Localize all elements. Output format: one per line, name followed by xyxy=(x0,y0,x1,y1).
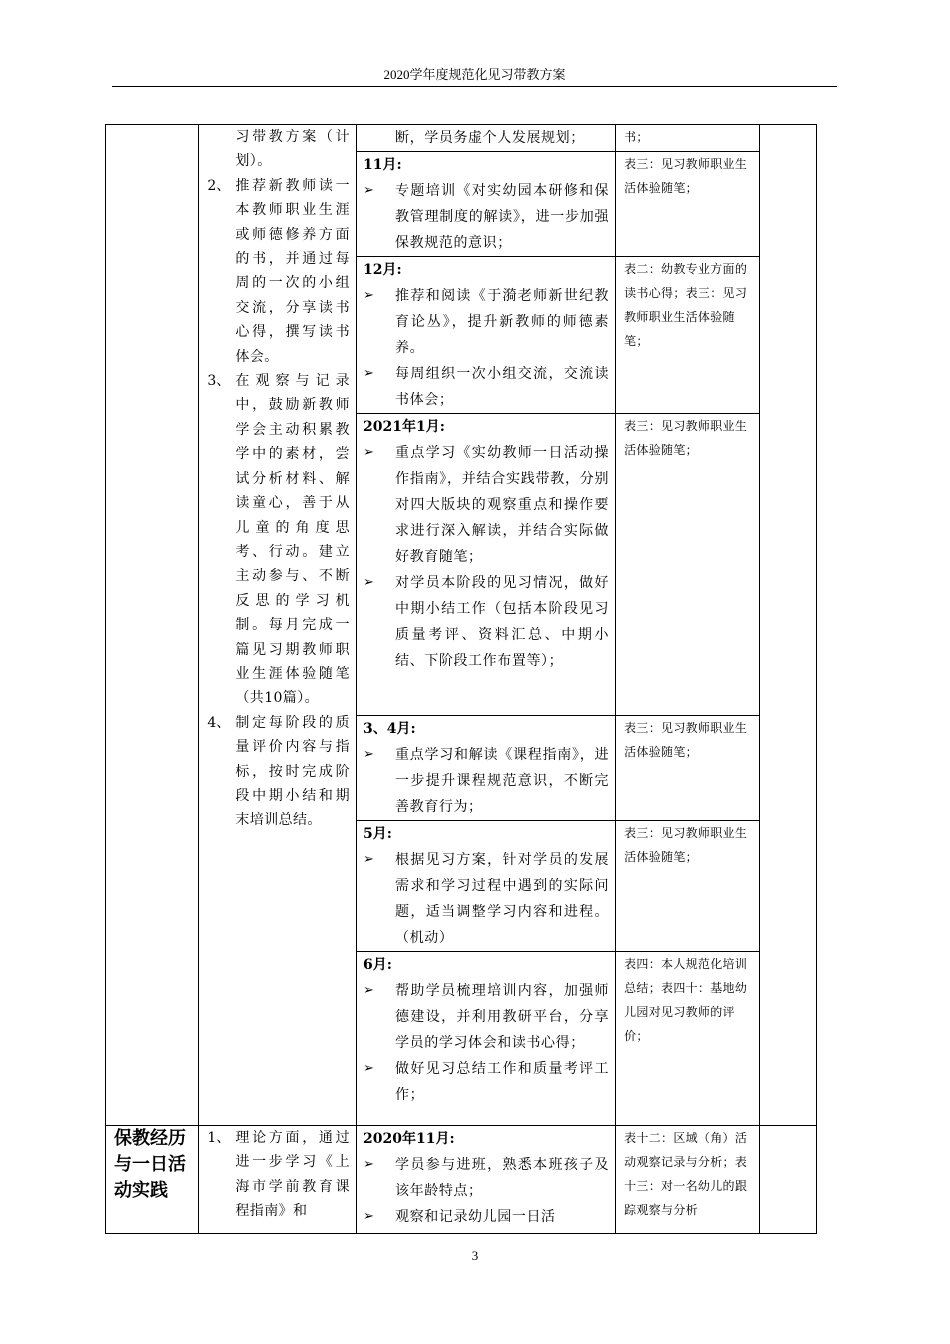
schedule-cell xyxy=(357,1126,616,1234)
category-cell xyxy=(106,125,199,1126)
arrow-bullet-icon: ➢ xyxy=(363,575,374,590)
month-label: 2020年11月: xyxy=(363,1131,455,1147)
goals-cell xyxy=(199,1126,357,1234)
schedule-item: ➢ 每周组织一次小组交流，交流读书体会； xyxy=(363,361,609,413)
schedule-item: 断，学员务虚个人发展规划； xyxy=(395,130,585,146)
month-label: 2021年1月: xyxy=(363,419,445,435)
schedule-item: ➢ 推荐和阅读《于漪老师新世纪教育论丛》，提升新教师的师德素养。 xyxy=(363,283,609,361)
schedule-item: ➢ 重点学习《实幼教师一日活动操作指南》，并结合实践带教，分别对四大版块的观察重点和操作要求进行深入解读，并结合实际做好教育随笔； xyxy=(363,440,609,570)
arrow-bullet-icon: ➢ xyxy=(363,1061,374,1076)
header-divider xyxy=(112,86,837,87)
month-label: 6月: xyxy=(363,957,392,973)
training-plan-table xyxy=(105,124,817,1234)
schedule-cell xyxy=(357,257,616,414)
schedule-cell xyxy=(357,414,616,716)
goal-item: 习带教方案（计划）。 xyxy=(235,129,351,170)
schedule-item: ➢ 重点学习和解读《课程指南》，进一步提升课程规范意识，不断完善教育行为； xyxy=(363,742,609,820)
forms-cell: 表二：幼教专业方面的读书心得；表三：见习教师职业生活体验随笔； xyxy=(616,257,760,414)
goal-item: 4、 制定每阶段的质量评价内容与指标，按时完成阶段中期小结和期末培训总结。 xyxy=(207,714,351,829)
arrow-bullet-icon: ➢ xyxy=(363,445,374,460)
goal-item: 1、 理论方面，通过进一步学习《上海市学前教育课程指南》和 xyxy=(207,1130,351,1220)
forms-cell: 表十二：区域（角）活动观察记录与分析；表十三：对一名幼儿的跟踪观察与分析 xyxy=(616,1126,760,1234)
schedule-item: ➢ 对学员本阶段的见习情况，做好中期小结工作（包括本阶段见习质量考评、资料汇总、中期小结、下阶段工作布置等）； xyxy=(363,570,609,674)
schedule-item: ➢ 学员参与进班，熟悉本班孩子及该年龄特点； xyxy=(363,1152,609,1204)
arrow-bullet-icon: ➢ xyxy=(363,183,374,198)
arrow-bullet-icon: ➢ xyxy=(363,1209,374,1224)
schedule-item: ➢ 根据见习方案，针对学员的发展需求和学习过程中遇到的实际问题，适当调整学习内容和进程。（机动） xyxy=(363,847,609,951)
month-label: 5月: xyxy=(363,826,392,842)
schedule-item: ➢ 帮助学员梳理培训内容，加强师德建设，并利用教研平台，分享学员的学习体会和读书心得； xyxy=(363,978,609,1056)
arrow-bullet-icon: ➢ xyxy=(363,852,374,867)
remarks-cell xyxy=(759,1126,816,1234)
schedule-item: ➢ 观察和记录幼儿园一日活 xyxy=(363,1204,609,1230)
schedule-cell xyxy=(357,952,616,1126)
schedule-cell xyxy=(357,716,616,821)
arrow-bullet-icon: ➢ xyxy=(363,366,374,381)
arrow-bullet-icon: ➢ xyxy=(363,983,374,998)
goal-item: 2、 推荐新教师读一本教师职业生涯或师德修养方面的书，并通过每周的一次的小组交流，分享读书心得，撰写读书体会。 xyxy=(207,177,351,365)
remarks-cell xyxy=(759,125,816,1126)
schedule-item: ➢ 做好见习总结工作和质量考评工作； xyxy=(363,1056,609,1108)
page-header: 2020学年度规范化见习带教方案 xyxy=(383,67,566,82)
forms-cell: 表三：见习教师职业生活体验随笔； xyxy=(616,716,760,821)
schedule-cell xyxy=(357,152,616,257)
goal-item: 3、 在观察与记录中，鼓励新教师学会主动积累教学中的素材，尝试分析材料、解读童心，善于从儿童的角度思考、行动。建立主动参与、不断反思的学习机制。每月完成一篇见习期教师职业生涯体验随笔（共10篇）。 xyxy=(207,373,351,707)
goals-cell xyxy=(199,125,357,1126)
arrow-bullet-icon: ➢ xyxy=(363,747,374,762)
schedule-cell xyxy=(357,821,616,952)
month-label: 3、4月: xyxy=(363,721,416,737)
forms-cell: 表三：见习教师职业生活体验随笔； xyxy=(616,821,760,952)
schedule-item: ➢ 专题培训《对实幼园本研修和保教管理制度的解读》，进一步加强保教规范的意识； xyxy=(363,178,609,256)
arrow-bullet-icon: ➢ xyxy=(363,288,374,303)
month-label: 11月: xyxy=(363,157,402,173)
page-number: 3 xyxy=(471,1248,479,1263)
forms-cell: 书； xyxy=(616,125,760,152)
forms-cell: 表四：本人规范化培训总结；表四十：基地幼儿园对见习教师的评价； xyxy=(616,952,760,1126)
month-label: 12月: xyxy=(363,262,402,278)
schedule-cell xyxy=(357,125,616,152)
category-cell: 保教经历与一日活动实践 xyxy=(106,1126,199,1234)
forms-cell: 表三：见习教师职业生活体验随笔； xyxy=(616,414,760,716)
arrow-bullet-icon: ➢ xyxy=(363,1157,374,1172)
forms-cell: 表三：见习教师职业生活体验随笔； xyxy=(616,152,760,257)
